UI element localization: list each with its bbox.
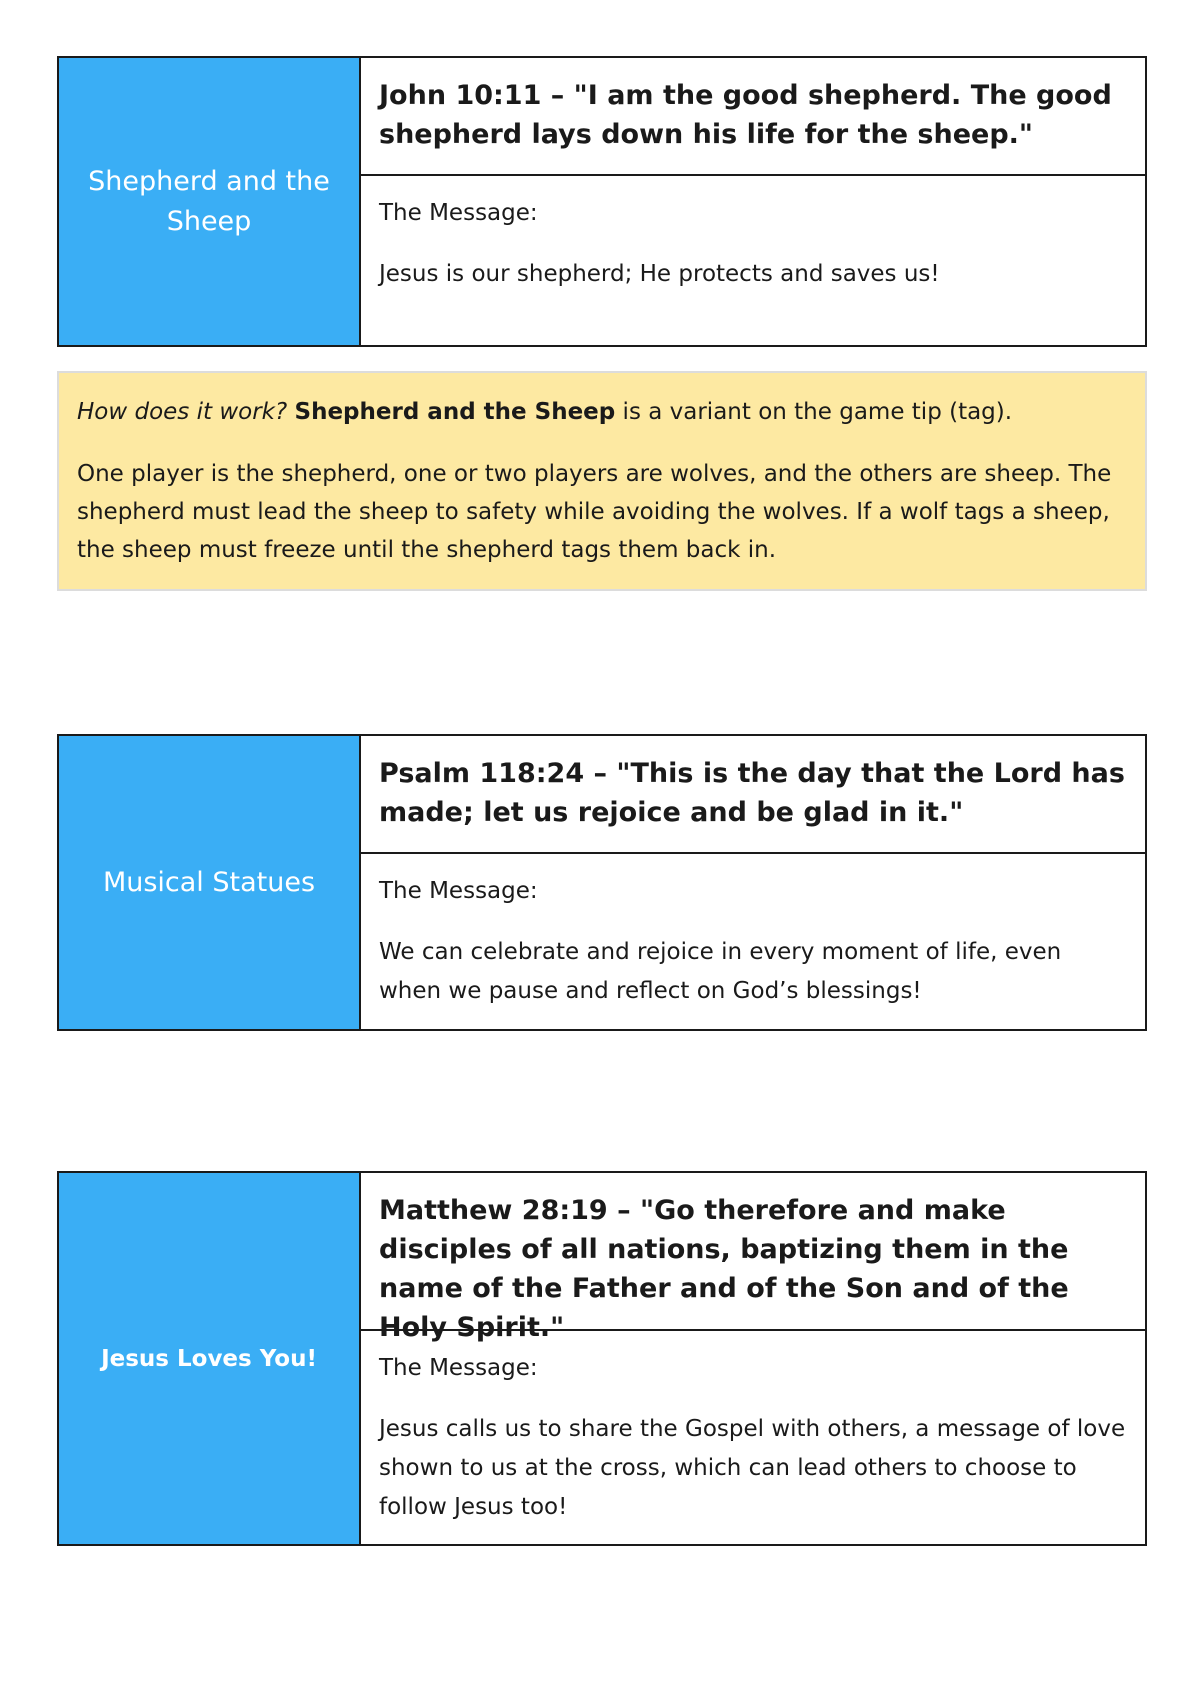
message-text: We can celebrate and rejoice in every moment of life, even when we pause and reflect on God’s blessings!: [379, 939, 1062, 1004]
bible-verse: Matthew 28:19 – "Go therefore and make disciples of all nations, baptizing them in the name of the Father and of the Son and of the Holy Spirit.": [361, 1173, 1145, 1331]
message-label: The Message:: [379, 200, 538, 226]
how-it-works-box: [57, 371, 1147, 591]
message-section: [361, 176, 1145, 294]
bible-verse: John 10:11 – "I am the good shepherd. The good shepherd lays down his life for the sheep.": [361, 58, 1145, 176]
how-it-works-question: How does it work?: [77, 399, 288, 425]
game-card-musical-statues: [57, 734, 1147, 1031]
bible-verse: Psalm 118:24 – "This is the day that the Lord has made; let us rejoice and be glad in it.": [361, 736, 1145, 854]
card-content: [361, 736, 1145, 1029]
how-it-works-intro-rest: is a variant on the game tip (tag).: [615, 399, 1013, 425]
game-title: Jesus Loves You!: [59, 1173, 361, 1544]
message-section: [361, 1331, 1145, 1527]
message-label: The Message:: [379, 1355, 538, 1381]
game-title: Musical Statues: [59, 736, 361, 1029]
game-card-shepherd: [57, 56, 1147, 347]
message-section: [361, 854, 1145, 1011]
game-card-jesus-loves-you: [57, 1171, 1147, 1546]
game-title: Shepherd and the Sheep: [59, 58, 361, 345]
how-it-works-game-name: Shepherd and the Sheep: [294, 399, 616, 425]
message-label: The Message:: [379, 878, 538, 904]
card-content: [361, 58, 1145, 345]
message-text: Jesus calls us to share the Gospel with others, a message of love shown to us at the cross, which can lead others to choose to follow Jesus too!: [379, 1416, 1126, 1520]
card-content: [361, 1173, 1145, 1544]
how-it-works-intro: [77, 393, 1127, 431]
message-text: Jesus is our shepherd; He protects and saves us!: [379, 261, 940, 287]
how-it-works-description: One player is the shepherd, one or two players are wolves, and the others are sheep. The shepherd must lead the sheep to safety while avoiding the wolves. If a wolf tags a sheep, the sheep must freeze until the shepherd tags them back in.: [77, 461, 1112, 563]
